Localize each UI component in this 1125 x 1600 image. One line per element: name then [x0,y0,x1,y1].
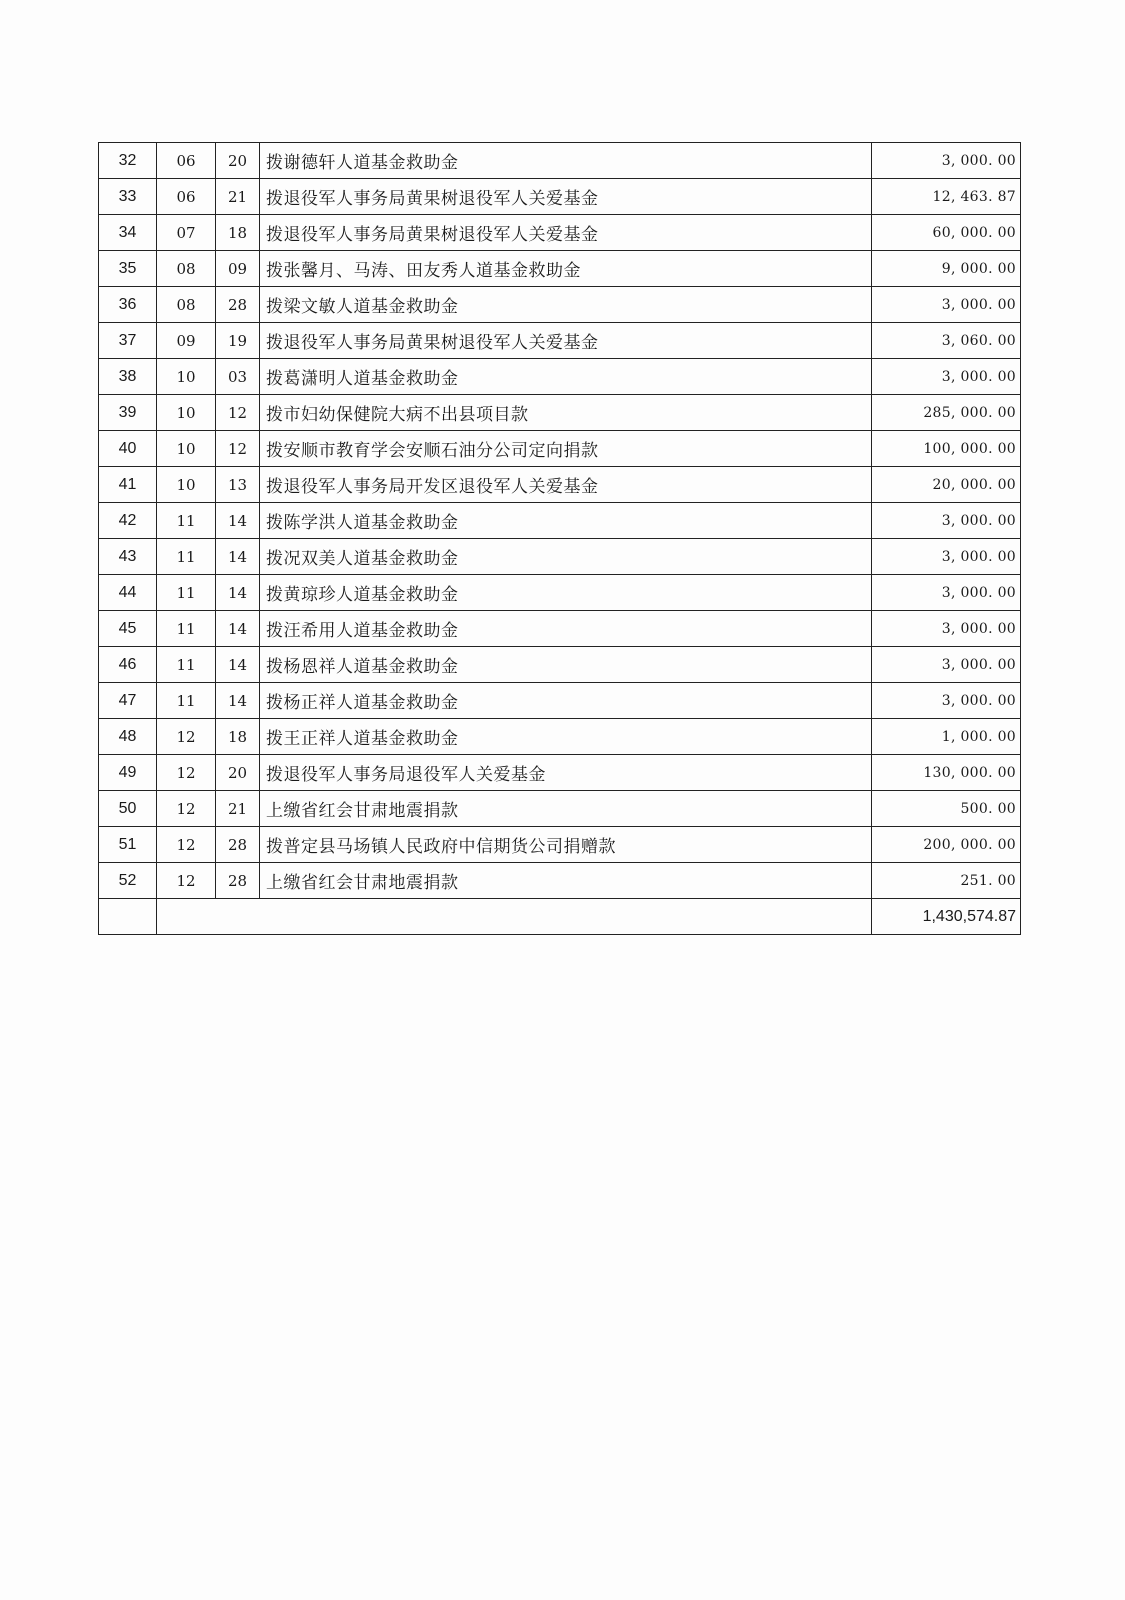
table-row [99,827,1021,863]
description-cell: 拨普定县马场镇人民政府中信期货公司捐赠款 [260,827,872,863]
row-number-cell: 40 [99,431,157,467]
table-row [99,791,1021,827]
description-cell: 上缴省红会甘肃地震捐款 [260,863,872,899]
row-number-cell: 42 [99,503,157,539]
table-body [99,143,1021,935]
table-row [99,467,1021,503]
description-cell: 拨退役军人事务局黄果树退役军人关爱基金 [260,323,872,359]
month-cell: 11 [157,539,216,575]
day-cell: 21 [216,791,260,827]
table-row [99,611,1021,647]
row-number-cell: 46 [99,647,157,683]
row-number-cell: 48 [99,719,157,755]
day-cell: 18 [216,215,260,251]
table-row [99,647,1021,683]
table-row [99,503,1021,539]
table-row [99,863,1021,899]
description-cell: 拨退役军人事务局退役军人关爱基金 [260,755,872,791]
day-cell: 03 [216,359,260,395]
description-cell: 拨退役军人事务局黄果树退役军人关爱基金 [260,215,872,251]
row-number-cell: 43 [99,539,157,575]
amount-cell: 3, 000. 00 [872,647,1021,683]
row-number-cell: 33 [99,179,157,215]
table-row [99,359,1021,395]
description-cell: 拨退役军人事务局黄果树退役军人关爱基金 [260,179,872,215]
day-cell: 28 [216,287,260,323]
description-cell: 拨杨正祥人道基金救助金 [260,683,872,719]
description-cell: 拨黄琼珍人道基金救助金 [260,575,872,611]
day-cell: 14 [216,575,260,611]
amount-cell: 130, 000. 00 [872,755,1021,791]
day-cell: 20 [216,755,260,791]
table-row [99,395,1021,431]
month-cell: 09 [157,323,216,359]
amount-cell: 9, 000. 00 [872,251,1021,287]
description-cell: 拨葛潇明人道基金救助金 [260,359,872,395]
table-row [99,287,1021,323]
day-cell: 28 [216,863,260,899]
amount-cell: 3, 000. 00 [872,143,1021,179]
amount-cell: 200, 000. 00 [872,827,1021,863]
month-cell: 12 [157,827,216,863]
amount-cell: 3, 000. 00 [872,503,1021,539]
row-number-cell: 41 [99,467,157,503]
row-number-cell: 37 [99,323,157,359]
table-row [99,251,1021,287]
description-cell: 拨杨恩祥人道基金救助金 [260,647,872,683]
row-number-cell: 49 [99,755,157,791]
month-cell: 10 [157,467,216,503]
table-row [99,575,1021,611]
description-cell: 拨市妇幼保健院大病不出县项目款 [260,395,872,431]
table-row [99,719,1021,755]
row-number-cell: 45 [99,611,157,647]
table-row [99,323,1021,359]
row-number-cell: 52 [99,863,157,899]
month-cell: 08 [157,287,216,323]
month-cell: 07 [157,215,216,251]
day-cell: 21 [216,179,260,215]
day-cell: 09 [216,251,260,287]
day-cell: 12 [216,431,260,467]
row-number-cell: 34 [99,215,157,251]
month-cell: 11 [157,647,216,683]
day-cell: 14 [216,611,260,647]
row-number-cell: 32 [99,143,157,179]
table-row [99,431,1021,467]
total-label-cell [157,899,872,935]
amount-cell: 285, 000. 00 [872,395,1021,431]
month-cell: 10 [157,395,216,431]
row-number-cell: 47 [99,683,157,719]
day-cell: 18 [216,719,260,755]
row-number-cell: 44 [99,575,157,611]
amount-cell: 3, 000. 00 [872,683,1021,719]
row-number-cell: 38 [99,359,157,395]
total-row [99,899,1021,935]
amount-cell: 3, 060. 00 [872,323,1021,359]
day-cell: 28 [216,827,260,863]
description-cell: 拨梁文敏人道基金救助金 [260,287,872,323]
table-row [99,539,1021,575]
description-cell: 拨谢德轩人道基金救助金 [260,143,872,179]
month-cell: 12 [157,863,216,899]
month-cell: 12 [157,755,216,791]
description-cell: 拨张馨月、马涛、田友秀人道基金救助金 [260,251,872,287]
description-cell: 拨安顺市教育学会安顺石油分公司定向捐款 [260,431,872,467]
description-cell: 拨汪希用人道基金救助金 [260,611,872,647]
amount-cell: 3, 000. 00 [872,575,1021,611]
description-cell: 拨陈学洪人道基金救助金 [260,503,872,539]
day-cell: 14 [216,683,260,719]
day-cell: 14 [216,647,260,683]
day-cell: 20 [216,143,260,179]
amount-cell: 251. 00 [872,863,1021,899]
day-cell: 19 [216,323,260,359]
month-cell: 11 [157,503,216,539]
month-cell: 06 [157,179,216,215]
row-number-cell: 36 [99,287,157,323]
month-cell: 10 [157,359,216,395]
month-cell: 06 [157,143,216,179]
description-cell: 上缴省红会甘肃地震捐款 [260,791,872,827]
day-cell: 13 [216,467,260,503]
row-number-cell: 35 [99,251,157,287]
amount-cell: 3, 000. 00 [872,611,1021,647]
description-cell: 拨王正祥人道基金救助金 [260,719,872,755]
row-number-cell: 50 [99,791,157,827]
amount-cell: 500. 00 [872,791,1021,827]
description-cell: 拨退役军人事务局开发区退役军人关爱基金 [260,467,872,503]
day-cell: 12 [216,395,260,431]
amount-cell: 3, 000. 00 [872,359,1021,395]
day-cell: 14 [216,539,260,575]
table-row [99,143,1021,179]
month-cell: 12 [157,719,216,755]
day-cell: 14 [216,503,260,539]
amount-cell: 12, 463. 87 [872,179,1021,215]
month-cell: 11 [157,683,216,719]
amount-cell: 20, 000. 00 [872,467,1021,503]
total-empty-cell [99,899,157,935]
month-cell: 08 [157,251,216,287]
table-row [99,683,1021,719]
total-amount-cell: 1,430,574.87 [872,899,1021,935]
disbursement-table [98,142,1021,935]
amount-cell: 1, 000. 00 [872,719,1021,755]
amount-cell: 3, 000. 00 [872,539,1021,575]
amount-cell: 3, 000. 00 [872,287,1021,323]
description-cell: 拨况双美人道基金救助金 [260,539,872,575]
row-number-cell: 51 [99,827,157,863]
row-number-cell: 39 [99,395,157,431]
month-cell: 11 [157,611,216,647]
month-cell: 11 [157,575,216,611]
table-row [99,755,1021,791]
amount-cell: 100, 000. 00 [872,431,1021,467]
month-cell: 10 [157,431,216,467]
month-cell: 12 [157,791,216,827]
amount-cell: 60, 000. 00 [872,215,1021,251]
table-row [99,215,1021,251]
table-row [99,179,1021,215]
